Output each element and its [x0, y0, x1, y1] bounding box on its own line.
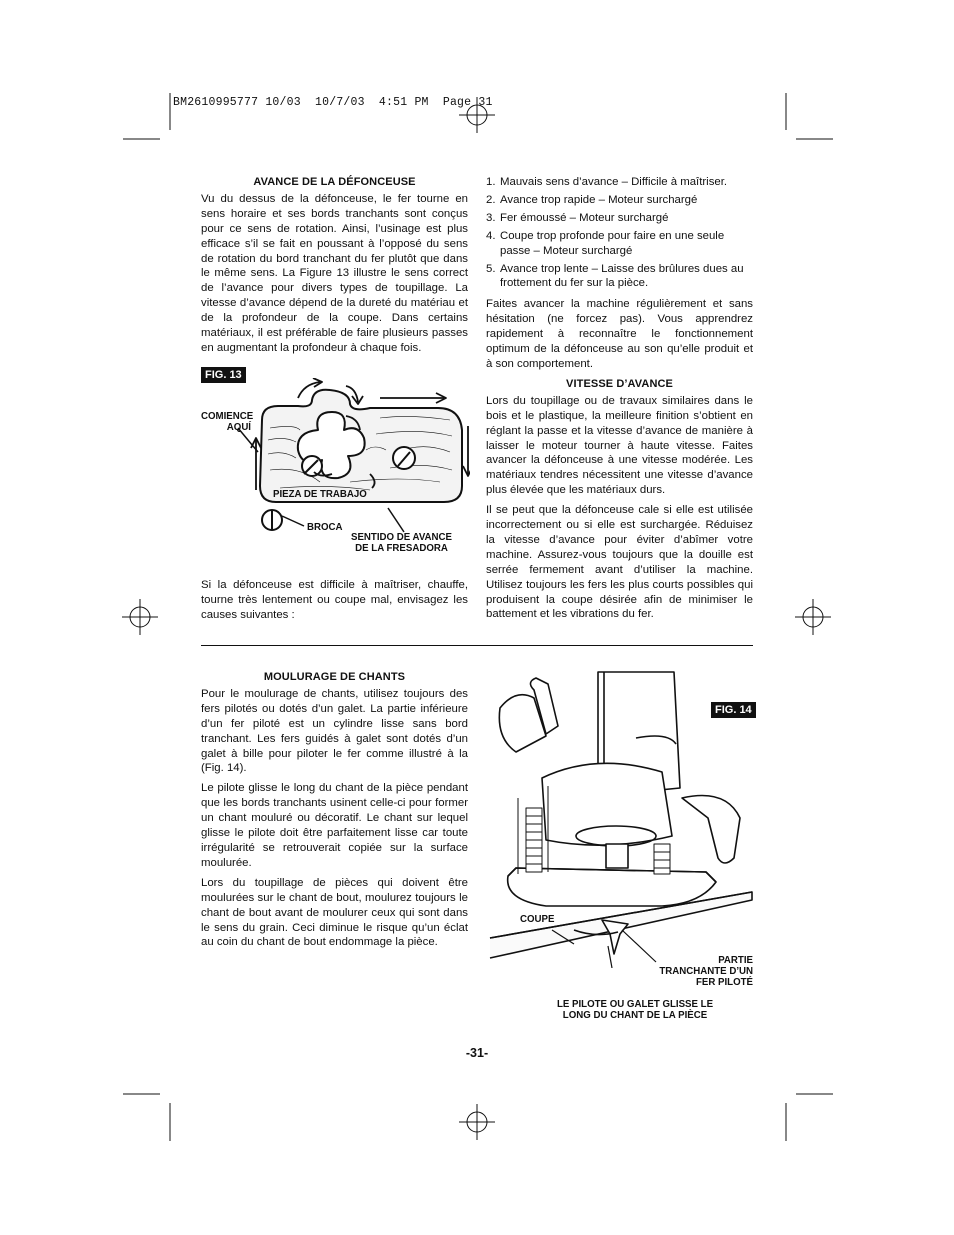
causes-list [486, 175, 753, 291]
left-column [201, 175, 468, 361]
fig14-tag: FIG. 14 [711, 702, 756, 718]
list-item: 3. Fer émoussé – Moteur surchargé [486, 211, 669, 224]
paragraph-vitesse: Lors du toupillage ou de travaux similaires dans le bois et le plastique, la meilleure finition s’obtient en réglant la passe et la vitesse d’avance de manière à laisser le moteur tourner à haute vitesse. Faites avancer la défonceuse à une vitesse modérée. Les matériaux tendres nécessitent une vitesse d’avance plus élevée que les matériaux durs. [486, 394, 753, 497]
paragraph-causes-intro: Si la défonceuse est difficile à maîtriser, chauffe, tourne très lentement ou coupe mal, envisagez les causes suivantes : [201, 579, 468, 621]
fig14-label-cut: COUPE [520, 914, 555, 925]
section-heading-vitesse: VITESSE D’AVANCE [566, 377, 673, 390]
print-slug: BM2610995777 10/03 10/7/03 4:51 PM Page 31 [173, 96, 493, 109]
fig13-label-direction: SENTIDO DE AVANCE DE LA FRESADORA [351, 532, 453, 554]
fig13-label-bit: BROCA [307, 522, 343, 533]
paragraph-stall: Il se peut que la défonceuse cale si elle est utilisée incorrectement ou si elle est surchargée. Réduisez la vitesse d’avance pour éviter d’abîmer votre machine. Assurez-vous toujours que la douille est serrée fermement avant d’utiliser la machine. Utilisez toujours les fers les plus courts possibles qui produisent la coupe désirée afin de minimiser le battement et les vibrations du fer. [486, 504, 753, 621]
list-item: 1. Mauvais sens d’avance – Difficile à maîtriser. [486, 176, 728, 188]
paragraph-moulurage-1: Pour le moulurage de chants, utilisez toujours des fers pilotés ou dotés d’un galet. La partie inférieure d’un fer piloté est un cylindre lisse sans bord tranchant. Les fers guidés à galet sont dotés d’un galet à bille pour piloter le fer comme illustré à la (Fig. 14). [201, 687, 468, 775]
section-divider [201, 645, 753, 646]
lower-left-column [201, 670, 468, 955]
fig13-leader-start [236, 426, 266, 456]
right-column [486, 175, 753, 627]
section-heading-avance: AVANCE DE LA DÉFONCEUSE [253, 176, 416, 188]
fig14-label-pilot: LE PILOTE OU GALET GLISSE LE LONG DU CHANT DE LA PIÈCE [556, 999, 714, 1021]
fig13-leader-direction [384, 506, 414, 536]
fig13-leader-bit [280, 512, 320, 532]
fig14-label-cutting-edge: PARTIE TRANCHANTE D’UN FER PILOTÉ [659, 955, 753, 988]
paragraph-avance: Vu du dessus de la défonceuse, le fer tourne en sens horaire et ses bords tranchants sont conçus pour ce sens de rotation. Ainsi, l’usinage est plus efficace s’il se fait en poussant à l’opposé du sens de rotation du bord tranchant du fer plutôt que dans le même sens. La Figure 13 illustre le sens correct de l’avance pour divers types de toupillage. La vitesse d’avance dépend de la dureté du matériau et de la profondeur de la coupe. Dans certains matériaux, il est préférable de faire plusieurs passes en augmentant la profondeur à chaque fois. [201, 192, 468, 354]
fig13-label-workpiece: PIEZA DE TRABAJO [273, 489, 367, 500]
fig13-label-start: COMIENCE AQUÍ [201, 411, 254, 433]
list-item: 5. Avance trop lente – Laisse des brûlures dues au frottement du fer sur la pièce. [486, 262, 744, 290]
paragraph-moulurage-2: Le pilote glisse le long du chant de la pièce pendant que les bords tranchants usinent celle-ci pour former un chant mouluré ou décoratif. Le chant sur lequel glisse le pilote doit être parfaitement lisse car toute irrégularité se retrouverait copiée sur la surface moulurée. [201, 782, 468, 869]
section-heading-moulurage: MOULURAGE DE CHANTS [263, 671, 406, 683]
paragraph-feed-steady: Faites avancer la machine régulièrement et sans hésitation (ne forcez pas). Vous apprendrez rapidement à reconnaître le fonctionnement optimum de la défonceuse au son qu’elle produit et à son comportement. [486, 298, 753, 370]
page-number: -31- [465, 1046, 489, 1060]
left-column-after-fig [201, 578, 468, 628]
fig13-tag: FIG. 13 [201, 367, 246, 383]
paragraph-moulurage-3: Lors du toupillage de pièces qui doivent être moulurées sur le chant de bout, moulurez toujours le chant de bout avant de moulurer ceux qui sont dans le sens du grain. Ceci diminue le risque qu’un éclat au coin du chant de bout endommage la pièce. [201, 876, 468, 949]
list-item: 2. Avance trop rapide – Moteur surchargé [486, 193, 698, 206]
list-item: 4. Coupe trop profonde pour faire en une seule passe – Moteur surchargé [486, 229, 725, 257]
